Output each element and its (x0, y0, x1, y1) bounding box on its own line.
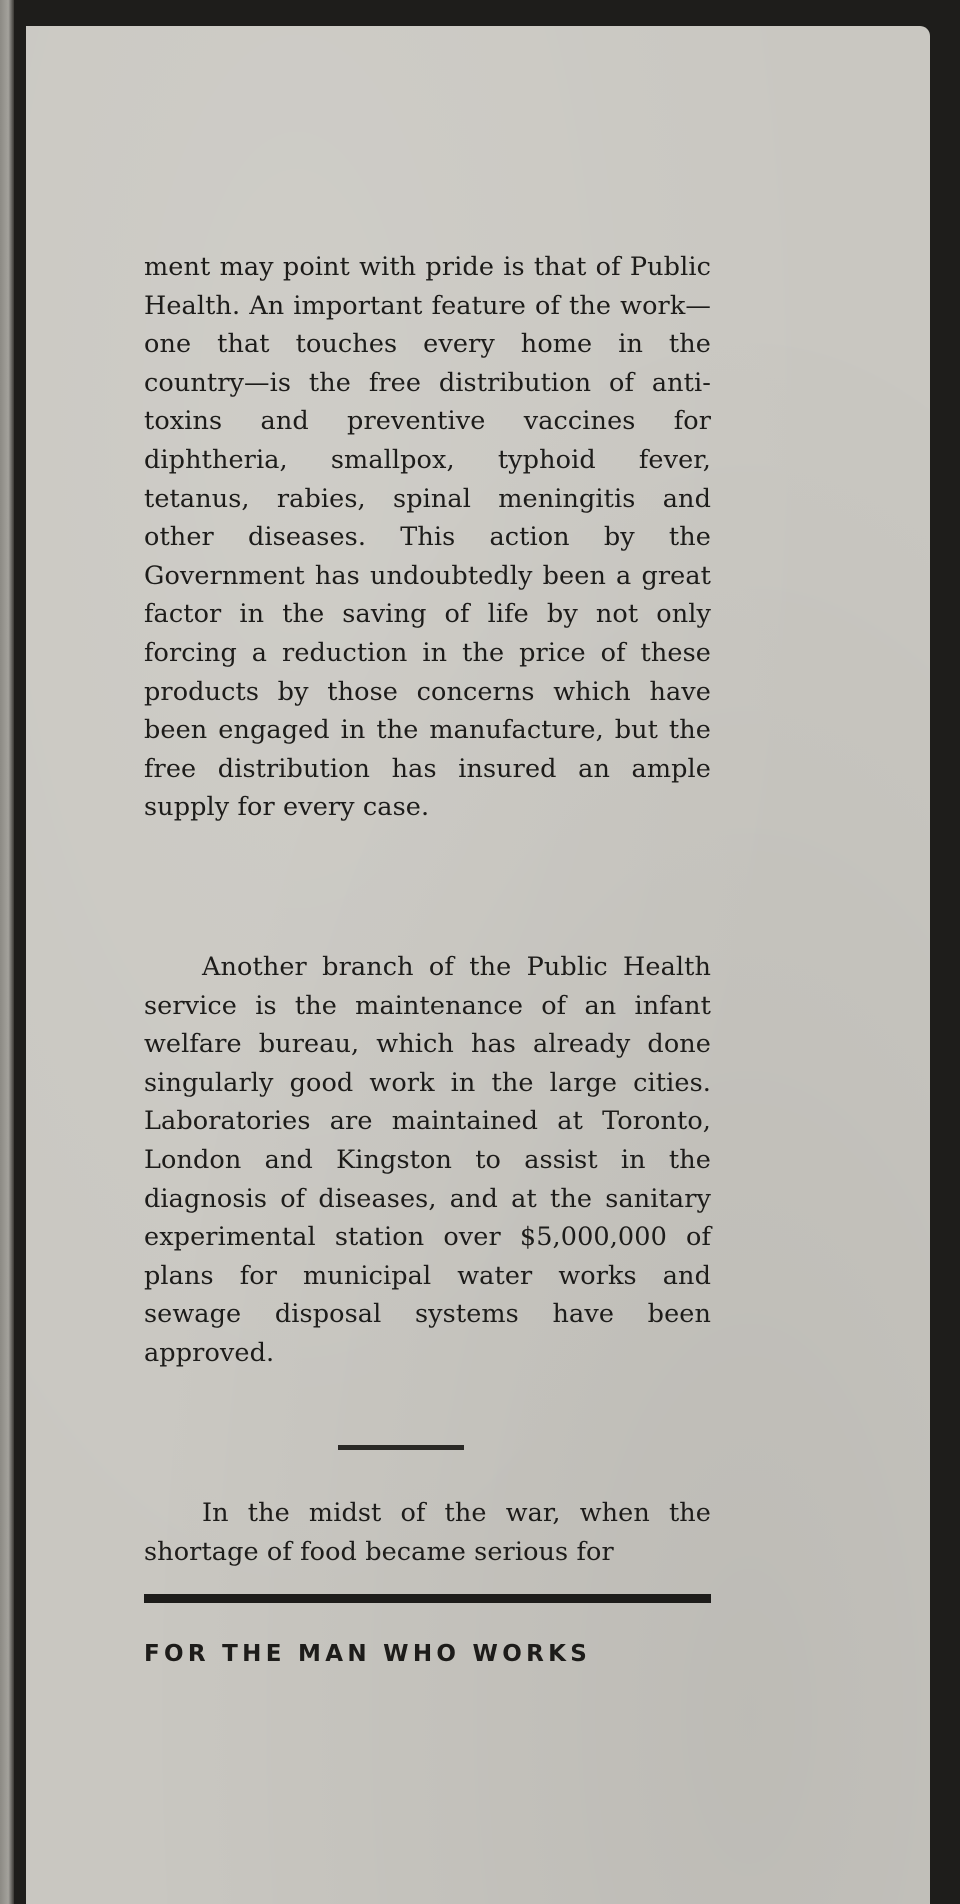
paragraph-text: In the midst of the war, when the shortage of food became serious for (144, 1498, 711, 1567)
adjacent-page-edge (0, 0, 14, 1904)
paragraph-war-food (144, 1494, 711, 1571)
footer-title: FOR THE MAN WHO WORKS (144, 1641, 592, 1667)
section-divider (338, 1445, 464, 1450)
paragraph-text: Another branch of the Public Health service is the maintenance of an infant welfare bureau, which has already done singularly good work in the large cities. Laboratories are maintained at Toronto, London and Kingston to assist in the diagnosis of diseases, and at the sanitary experimental station over $5,000,000 of plans for municipal water works and sewage disposal systems have been approved. (144, 952, 711, 1368)
document-page (26, 26, 930, 1904)
paragraph-welfare-bureau (144, 948, 711, 1373)
paragraph-public-health (144, 248, 711, 827)
footer-rule (144, 1594, 711, 1603)
paragraph-text: ment may point with pride is that of Public Health. An important feature of the work—one that touches every home in the country—is the free distribution of anti-toxins and preventive vaccines for diphtheria, smallpox, typhoid fever, tetanus, rabies, spinal meningitis and other diseases. This action by the Government has undoubtedly been a great factor in the saving of life by not only forcing a reduction in the price of these products by those concerns which have been engaged in the manufacture, but the free distribution has insured an ample supply for every case. (144, 252, 711, 823)
